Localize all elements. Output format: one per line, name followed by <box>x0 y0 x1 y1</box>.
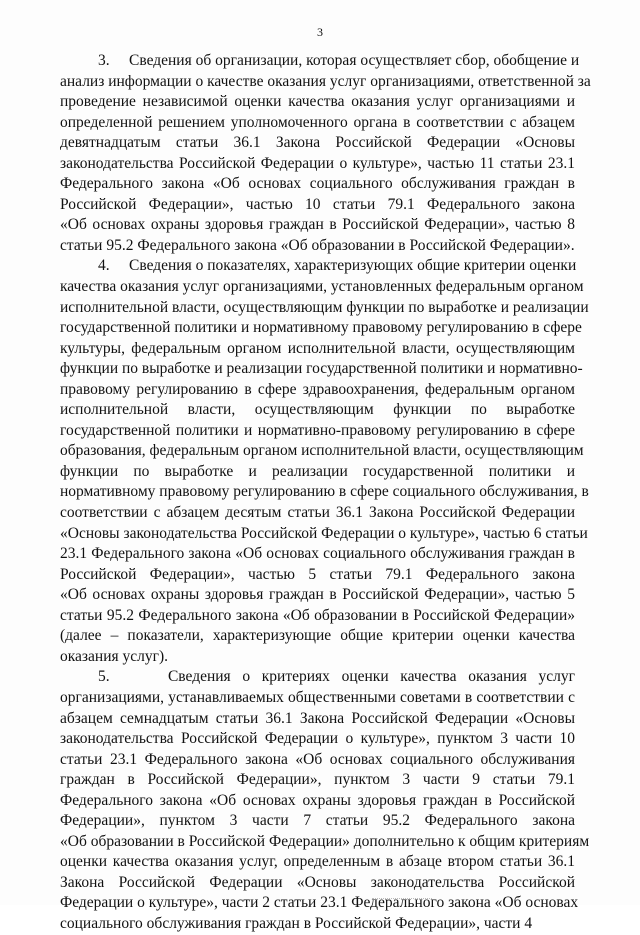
first-line-text: 4. Сведения о показателях, характеризующих общие критерии оценки <box>98 257 577 275</box>
text-line: соответствии с абзацем десятым статьи 36.1 Закона Российской Федерации <box>60 504 575 522</box>
text-line: Федерации», пунктом 3 части 7 статьи 95.2 Федерального закона <box>60 812 575 830</box>
text-line: Закона Российской Федерации «Основы законодательства Российской <box>60 873 575 891</box>
text-line: (далее – показатели, характеризующие общие критерии оценки качества <box>60 627 575 645</box>
text-line: Российской Федерации», частью 10 статьи 79.1 Федерального закона <box>60 195 575 213</box>
text-line: организациями, устанавливаемых общественными советами в соответствии с <box>60 688 575 706</box>
text-line: социального обслуживания граждан в Российской Федерации», части 4 <box>60 914 533 932</box>
text-line: 23.1 Федерального закона «Об основах социального обслуживания граждан в <box>60 545 575 563</box>
text-line: законодательства Российской Федерации о культуре», пунктом 3 части 10 <box>60 730 575 748</box>
text-line <box>60 51 580 72</box>
paragraph-4 <box>60 256 589 667</box>
text-line: «Об основах охраны здоровья граждан в Российской Федерации», частью 5 <box>60 586 575 604</box>
first-line-text: 3. Сведения об организации, которая осуществляет сбор, обобщение и <box>98 52 580 69</box>
text-line: Российской Федерации», частью 5 статьи 79.1 Федерального закона <box>60 565 575 583</box>
text-line: исполнительной власти, осуществляющим функции по выработке и реализации <box>60 298 589 316</box>
text-line: государственной политики и нормативному правовому регулированию в сфере <box>60 319 582 337</box>
text-line: проведение независимой оценки качества оказания услуг организациями и <box>60 93 575 111</box>
text-line: «Об основах охраны здоровья граждан в Российской Федерации», частью 8 <box>60 216 575 234</box>
text-line: статьи 95.2 Федерального закона «Об образовании в Российской Федерации». <box>60 236 575 254</box>
document-body <box>60 51 591 935</box>
paragraph-5 <box>60 667 590 934</box>
text-line: определенной решением уполномоченного органа в соответствии с абзацем <box>60 113 575 131</box>
text-line: оказания услуг). <box>60 647 169 665</box>
text-line: образования, федеральным органом исполнительной власти, осуществляющим <box>60 442 584 460</box>
text-line <box>60 667 575 688</box>
text-line: статьи 95.2 Федерального закона «Об образовании в Российской Федерации» <box>60 606 575 624</box>
scan-artifact <box>372 898 432 903</box>
text-line: функции по выработке и реализации государственной политики и нормативно- <box>60 360 583 378</box>
first-line-text: 5. Сведения о критериях оценки качества оказания услуг <box>98 668 575 686</box>
text-line: Федерального закона «Об основах социального обслуживания граждан в <box>60 175 575 193</box>
paragraph-3 <box>60 51 591 256</box>
text-line: Федерального закона «Об основах охраны здоровья граждан в Российской <box>60 791 575 809</box>
page-number: 3 <box>317 25 323 39</box>
text-line: анализ информации о качестве оказания услуг организациями, ответственной за <box>60 72 591 90</box>
text-line: Федерации о культуре», части 2 статьи 23.1 Федерального закона «Об основах <box>60 894 579 912</box>
text-line: статьи 23.1 Федерального закона «Об основах социального обслуживания <box>60 750 575 768</box>
text-line: государственной политики и нормативно-правовому регулированию в сфере <box>60 421 575 439</box>
text-line: «Основы законодательства Российской Федерации о культуре», частью 6 статьи <box>60 524 588 542</box>
text-line: граждан в Российской Федерации», пунктом 3 части 9 статьи 79.1 <box>60 771 575 789</box>
text-line: культуры, федеральным органом исполнительной власти, осуществляющим <box>60 339 575 357</box>
text-line: функции по выработке и реализации государственной политики и <box>60 462 575 480</box>
text-line <box>60 256 575 277</box>
text-line: абзацем семнадцатым статьи 36.1 Закона Российской Федерации «Основы <box>60 709 575 727</box>
text-line: девятнадцатым статьи 36.1 Закона Российской Федерации «Основы <box>60 134 575 152</box>
text-line: оценки качества оказания услуг, определенным в абзаце втором статьи 36.1 <box>60 853 575 871</box>
text-line: «Об образовании в Российской Федерации» дополнительно к общим критериям <box>60 832 590 850</box>
text-line: правовому регулированию в сфере здравоохранения, федеральным органом <box>60 380 575 398</box>
text-line: исполнительной власти, осуществляющим функции по выработке <box>60 401 575 419</box>
text-line: качества оказания услуг организациями, установленных федеральным органом <box>60 278 584 296</box>
text-line: законодательства Российской Федерации о культуре», частью 11 статьи 23.1 <box>60 154 575 172</box>
text-line: нормативному правовому регулированию в сфере социального обслуживания, в <box>60 483 589 501</box>
